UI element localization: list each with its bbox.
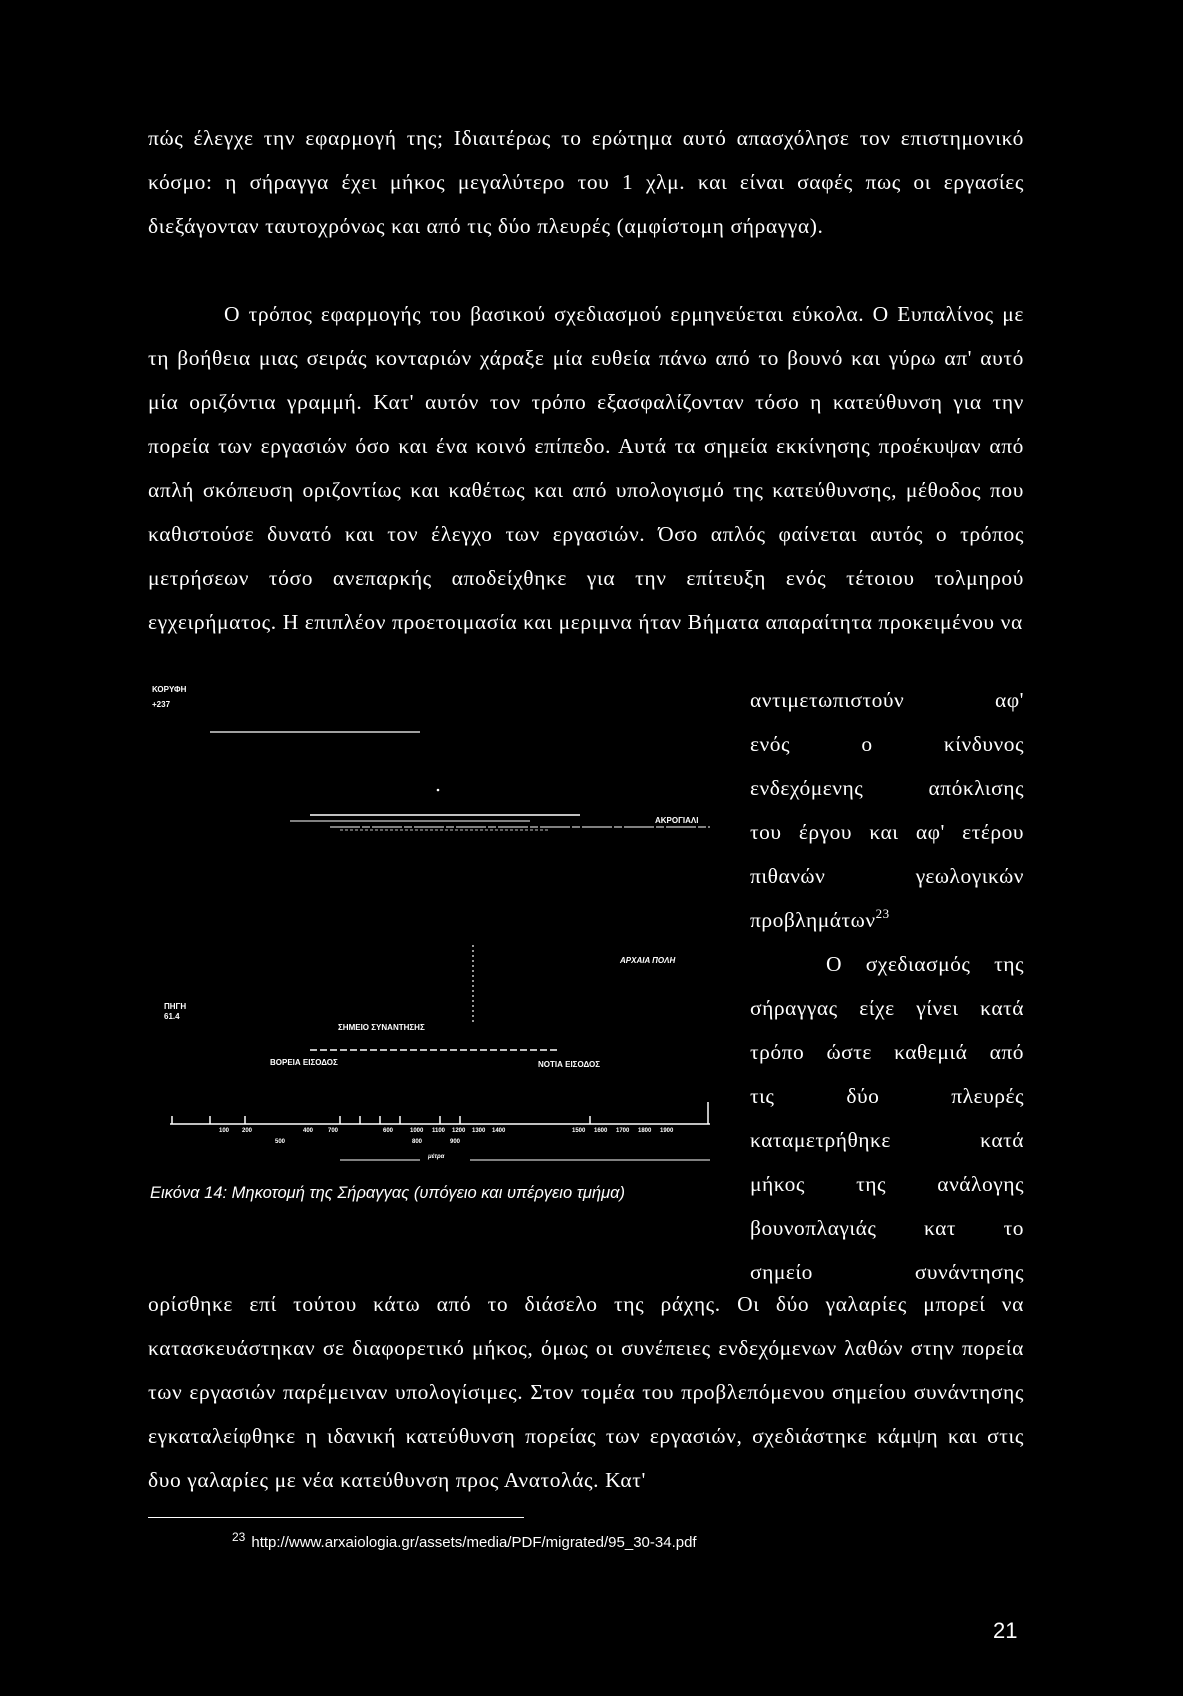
side-text xyxy=(750,678,1024,1294)
scale-tick-label: 1800 xyxy=(638,1128,652,1134)
side-line: μήκος της ανάλογης xyxy=(750,1172,1024,1196)
side-line: σήραγγας είχε γίνει κατά xyxy=(750,996,1024,1020)
paragraph-3: ορίσθηκε επί τούτου κάτω από το διάσελο της ράχης. Οι δύο γαλαρίες μπορεί να κατασκευάστηκαν σε διαφορετικό μήκος, όμως οι συνέπειες ενδεχόμενων λαθών στην πορεία των εργασιών παρέμειναν υπολογίσιμες. Στον τομέα του προβλεπόμενου σημείου συνάντησης εγκαταλείφθηκε η ιδανική κατεύθυνση πορείας των εργασιών, σχεδιάστηκε κάμψη και στις δυο γαλαρίες με νέα κατεύθυνση προς Ανατολάς. Κατ' xyxy=(148,1292,1024,1492)
side-line: ενδεχόμενης απόκλισης xyxy=(750,776,1024,800)
scale-tick-label: 700 xyxy=(328,1128,339,1134)
side-line: προβλημάτων xyxy=(750,908,876,932)
scale-bar-ticks xyxy=(172,1102,708,1124)
south-entrance-label: ΝΟΤΙΑ ΕΙΣΟΔΟΣ xyxy=(538,1060,601,1069)
scale-tick-label: 1000 xyxy=(410,1128,424,1134)
scale-tick-label: 1500 xyxy=(572,1128,586,1134)
scale-tick-label: 1400 xyxy=(492,1128,506,1134)
peak-height-label: +237 xyxy=(152,700,171,709)
scale-tick-label: 1600 xyxy=(594,1128,608,1134)
scale-tick-label: 200 xyxy=(242,1128,253,1134)
survey-dot xyxy=(437,789,440,792)
akrogiali-label: ΑΚΡΟΓΙΑΛΙ xyxy=(655,816,699,825)
meeting-point-label: ΣΗΜΕΙΟ ΣΥΝΑΝΤΗΣΗΣ xyxy=(338,1023,425,1032)
side-line: Ο σχεδιασμός της xyxy=(826,952,1024,976)
paragraph-1: πώς έλεγχε την εφαρμογή της; Ιδιαιτέρως το ερώτημα αυτό απασχόλησε τον επιστημονικό κόσμο: η σήραγγα έχει μήκος μεγαλύτερο του 1 χλμ. και είναι σαφές πως οι εργασίες διεξάγονταν ταυτοχρόνως και από τις δύο πλευρές (αμφίστομη σήραγγα). xyxy=(148,126,1024,238)
scale-tick-label: 900 xyxy=(450,1139,461,1145)
spring-label: ΠΗΓΗ xyxy=(164,1002,187,1011)
scale-tick-label: 1900 xyxy=(660,1128,674,1134)
tunnel-profile-drawing xyxy=(150,690,730,1180)
side-line: ενός ο κίνδυνος xyxy=(750,732,1024,756)
paragraph-2: Ο τρόπος εφαρμογής του βασικού σχεδιασμού ερμηνεύεται εύκολα. Ο Ευπαλίνος με τη βοήθεια μιας σειράς κονταριών χάραξε μία ευθεία πάνω από το βουνό και γύρω απ' αυτό μία οριζόντια γραμμή. Κατ' αυτόν τον τρόπο εξασφαλίζονταν τόσο η κατεύθυνση για την πορεία των εργασιών όσο και ένα κοινό επίπεδο. Αυτά τα σημεία εκκίνησης προέκυψαν από απλή σκόπευση οριζοντίως και καθέτως και από υπολογισμό της κατεύθυνσης, μέθοδος που καθιστούσε δυνατό και τον έλεγχο των εργασιών. Όσο απλός φαίνεται αυτός ο τρόπος μετρήσεων τόσο ανεπαρκής αποδείχθηκε για την επίτευξη ενός τέτοιου τολμηρού εγχειρήματος. Η επιπλέον προετοιμασία και μεριμνα ήταν Βήματα απαραίτητα προκειμένου να xyxy=(148,302,1024,634)
side-line: αντιμετωπιστούν αφ' xyxy=(750,688,1024,712)
side-line: τρόπο ώστε καθεμιά από xyxy=(750,1040,1024,1064)
peak-label: ΚΟΡΥΦΗ xyxy=(152,685,187,694)
scale-tick-label: 800 xyxy=(412,1139,423,1145)
north-entrance-label: ΒΟΡΕΙΑ ΕΙΣΟΔΟΣ xyxy=(270,1058,338,1067)
length-label: μέτρα xyxy=(428,1154,445,1160)
scale-tick-label: 1100 xyxy=(432,1128,446,1134)
scale-tick-label: 600 xyxy=(383,1128,394,1134)
figure-caption: Εικόνα 14: Μηκοτομή της Σήραγγας (υπόγειο και υπέργειο τμήμα) xyxy=(150,1184,626,1202)
footnote-separator xyxy=(148,1517,524,1518)
side-line-with-ref xyxy=(750,898,1024,942)
scale-tick-label: 400 xyxy=(303,1128,314,1134)
side-line: πιθανών γεωλογικών xyxy=(750,864,1024,888)
side-line: του έργου και αφ' ετέρου xyxy=(750,820,1024,844)
page-number: 21 xyxy=(993,1618,1018,1643)
scale-tick-label: 100 xyxy=(219,1128,230,1134)
scale-tick-label: 500 xyxy=(275,1139,286,1145)
side-line: βουνοπλαγιάς κατ το xyxy=(750,1216,1024,1240)
side-line: τις δύο πλευρές xyxy=(750,1084,1024,1108)
footnote xyxy=(232,1530,697,1551)
side-line: καταμετρήθηκε κατά xyxy=(750,1128,1024,1152)
scale-tick-label: 1200 xyxy=(452,1128,466,1134)
scale-tick-label: 1300 xyxy=(472,1128,486,1134)
side-line: σημείο συνάντησης xyxy=(750,1260,1024,1284)
spring-height-label: 61.4 xyxy=(164,1012,180,1021)
footnote-number: 23 xyxy=(232,1530,246,1544)
footnote-link[interactable]: http://www.arxaiologia.gr/assets/media/PDF/migrated/95_30-34.pdf xyxy=(251,1534,697,1551)
tunnel-profile-figure xyxy=(150,685,730,1180)
ancient-city-label: ΑΡΧΑΙΑ ΠΟΛΗ xyxy=(620,956,676,965)
footnote-reference[interactable]: 23 xyxy=(875,906,890,921)
scale-tick-label: 1700 xyxy=(616,1128,630,1134)
